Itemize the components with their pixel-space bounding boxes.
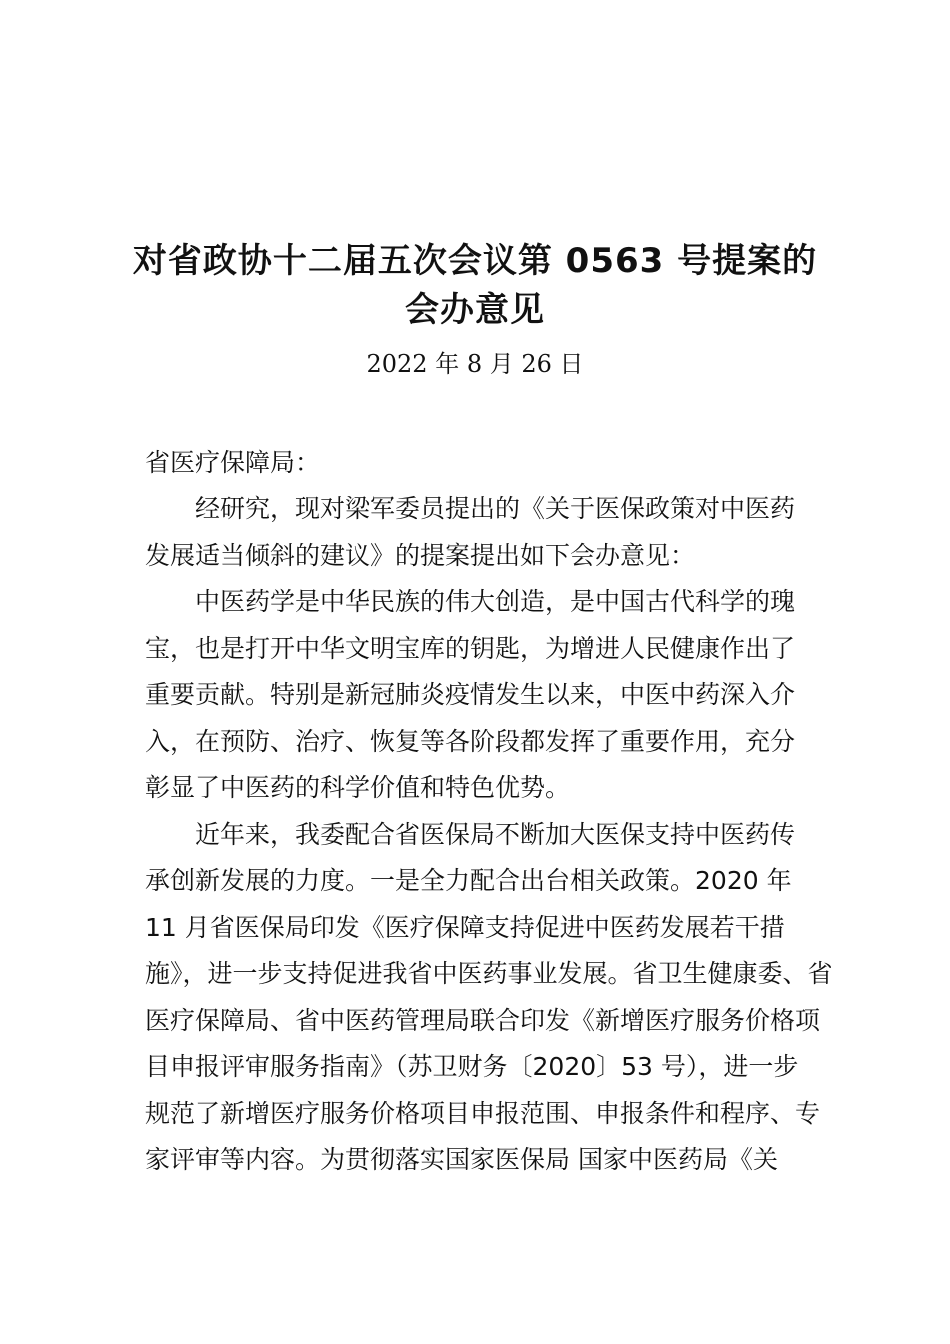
- body-line: 规范了新增医疗服务价格项目申报范围、申报条件和程序、专: [145, 1098, 821, 1128]
- body-line: 承创新发展的力度。一是全力配合出台相关政策。2020 年: [145, 866, 792, 895]
- body-line: 医疗保障局、省中医药管理局联合印发《新增医疗服务价格项: [145, 1005, 821, 1035]
- body-line: 彰显了中医药的科学价值和特色优势。: [145, 773, 571, 802]
- body-line: 目申报评审服务指南》（苏卫财务〔2020〕53 号），进一步: [145, 1052, 799, 1081]
- document-body: [145, 486, 835, 1184]
- body-line: 中医药学是中华民族的伟大创造，是中国古代科学的瑰: [195, 587, 796, 616]
- document-title-line-1: 对省政协十二届五次会议第 0563 号提案的: [132, 241, 818, 281]
- body-line: 入，在预防、治疗、恢复等各阶段都发挥了重要作用，充分: [145, 726, 796, 756]
- salutation: 省医疗保障局：: [145, 448, 321, 477]
- body-line: 家评审等内容。为贯彻落实国家医保局 国家中医药局《关: [145, 1145, 778, 1174]
- body-line: 宝，也是打开中华文明宝库的钥匙，为增进人民健康作出了: [145, 633, 796, 663]
- document-date: 2022 年 8 月 26 日: [366, 350, 584, 378]
- body-line: 近年来，我委配合省医保局不断加大医保支持中医药传: [195, 819, 796, 849]
- body-line: 重要贡献。特别是新冠肺炎疫情发生以来，中医中药深入介: [145, 680, 796, 709]
- body-line: 经研究，现对梁军委员提出的《关于医保政策对中医药: [195, 494, 796, 523]
- body-line: 发展适当倾斜的建议》的提案提出如下会办意见：: [145, 540, 696, 570]
- document-title-line-2: 会办意见: [405, 290, 545, 330]
- body-line: 施》，进一步支持促进我省中医药事业发展。省卫生健康委、省: [145, 959, 833, 988]
- body-line: 11 月省医保局印发《医疗保障支持促进中医药发展若干措: [145, 912, 785, 942]
